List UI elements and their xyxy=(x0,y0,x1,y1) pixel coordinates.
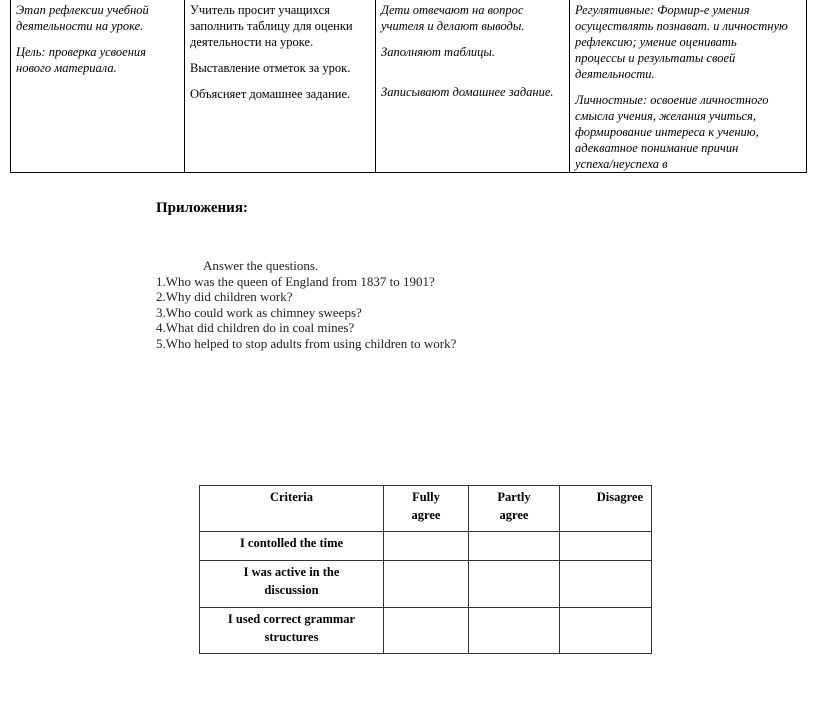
criteria-header-row xyxy=(200,486,652,532)
header-fully-agree xyxy=(384,486,469,532)
appendix-title: Приложения: xyxy=(156,200,248,216)
questions-block xyxy=(156,258,456,351)
teacher-homework: Объясняет домашнее задание. xyxy=(190,87,351,101)
regulatory-line: Регулятивные: Формир-е умения xyxy=(575,3,750,17)
disagree-cell[interactable] xyxy=(560,608,652,654)
regulatory-line: деятельности. xyxy=(575,67,655,81)
stage-line: Этап рефлексии учебной xyxy=(16,3,149,17)
goal-line: нового материала. xyxy=(16,61,117,75)
stage-line: деятельности на уроке. xyxy=(16,19,144,33)
question-item: 2.Why did children work? xyxy=(156,289,293,304)
fully-agree-cell[interactable] xyxy=(384,561,469,608)
teacher-line: деятельности на уроке. xyxy=(190,35,314,49)
criteria-table xyxy=(199,485,652,654)
lesson-row xyxy=(11,0,807,173)
goal-line: Цель: проверка усвоения xyxy=(16,45,146,59)
personal-line: адекватное понимание причин xyxy=(575,141,739,155)
partly-agree-cell[interactable] xyxy=(469,532,560,561)
partly-agree-cell[interactable] xyxy=(469,608,560,654)
partly-agree-cell[interactable] xyxy=(469,561,560,608)
header-label-line: agree xyxy=(499,508,529,522)
criteria-label: I contolled the time xyxy=(239,536,344,550)
criteria-label: I used correct grammar xyxy=(227,612,356,626)
question-item: 4.What did children do in coal mines? xyxy=(156,320,355,335)
criteria-row xyxy=(200,561,652,608)
header-label-line: Disagree xyxy=(596,490,643,504)
question-item: 3.Who could work as chimney sweeps? xyxy=(156,304,362,320)
teacher-marks: Выставление отметок за урок. xyxy=(190,61,351,75)
students-line: учителя и делают выводы. xyxy=(381,19,525,33)
criteria-label-cell xyxy=(200,608,384,654)
criteria-label: I was active in the xyxy=(243,565,340,579)
criteria-label: discussion xyxy=(264,583,319,597)
header-criteria-label: Criteria xyxy=(269,490,314,504)
teacher-line: Учитель просит учащихся xyxy=(190,3,330,17)
students-homework: Записывают домашнее задание. xyxy=(381,85,554,99)
header-label-line: Partly xyxy=(497,490,531,504)
regulatory-line: рефлексию; умение оценивать xyxy=(575,35,737,49)
criteria-label-cell xyxy=(200,532,384,561)
criteria-row xyxy=(200,532,652,561)
outcomes-cell xyxy=(570,0,807,173)
criteria-label-cell xyxy=(200,561,384,608)
teacher-line: заполнить таблицу для оценки xyxy=(190,19,353,33)
lesson-stage-table xyxy=(10,0,807,173)
regulatory-line: осуществлять познават. и личностную xyxy=(575,19,788,33)
personal-line: формирование интереса к учению, xyxy=(575,125,759,139)
teacher-cell xyxy=(185,0,376,173)
header-label-line: agree xyxy=(411,508,441,522)
regulatory-line: процессы и результаты своей xyxy=(575,51,736,65)
students-tables: Заполняют таблицы. xyxy=(381,45,496,59)
fully-agree-cell[interactable] xyxy=(384,608,469,654)
question-item: 5.Who helped to stop adults from using children to work? xyxy=(156,335,457,351)
personal-line: смысла учения, желания учиться, xyxy=(575,109,756,123)
disagree-cell[interactable] xyxy=(560,561,652,608)
question-item: 1.Who was the queen of England from 1837 to 1901? xyxy=(156,273,435,289)
stage-cell xyxy=(11,0,185,173)
criteria-label: structures xyxy=(264,630,319,644)
students-line: Дети отвечают на вопрос xyxy=(381,3,524,17)
criteria-row xyxy=(200,608,652,654)
students-cell xyxy=(376,0,570,173)
header-disagree xyxy=(560,486,652,532)
disagree-cell[interactable] xyxy=(560,532,652,561)
header-label-line: Fully xyxy=(412,490,440,504)
fully-agree-cell[interactable] xyxy=(384,532,469,561)
personal-line: Личностные: освоение личностного xyxy=(575,93,769,107)
questions-heading: Answer the questions. xyxy=(203,258,319,273)
header-criteria xyxy=(200,486,384,532)
personal-line: успеха/неуспеха в xyxy=(575,157,668,171)
header-partly-agree xyxy=(469,486,560,532)
